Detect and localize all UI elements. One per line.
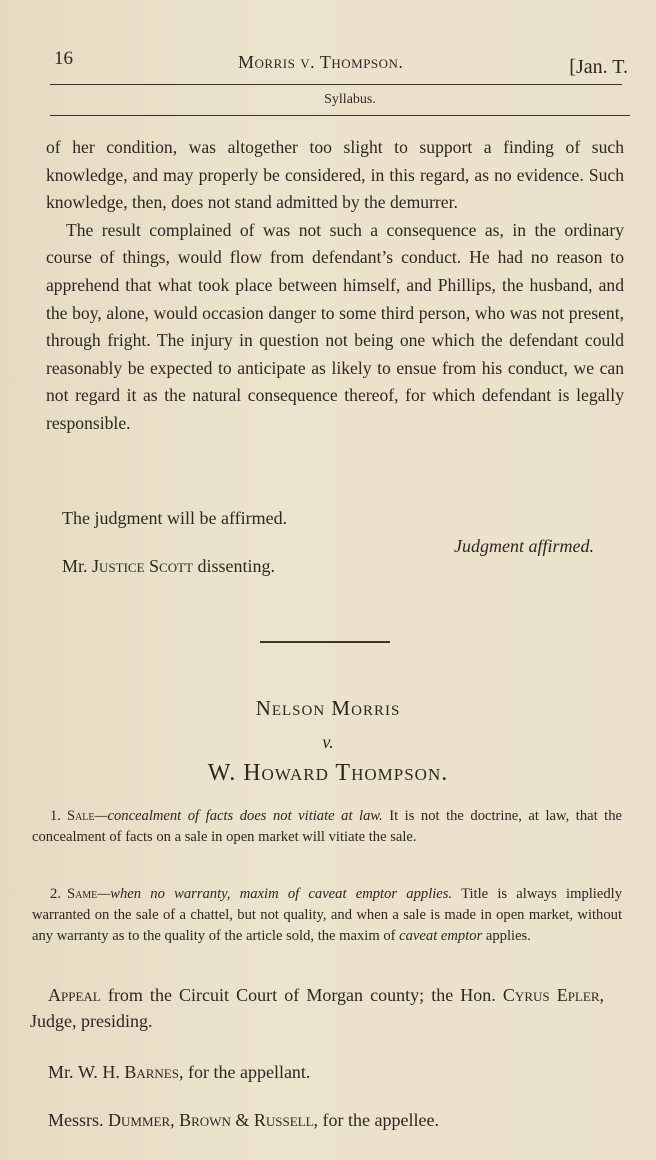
syllabus-text: It is not the doctrine, at law, that the concealment of facts on a sale in open market will vitiate the sale. — [32, 808, 622, 845]
opinion-paragraph: of her condition, was altogether too slight to support a finding of such knowledge, and may properly be considered, in this regard, as no evidence. Such knowledge, then, does not stand admitted by the demurrer. — [46, 137, 624, 213]
syllabus-text: applies. — [482, 928, 531, 944]
page-number: 16 — [54, 48, 73, 69]
counsel-appellee — [48, 1110, 439, 1131]
syllabus-number: 2. — [50, 886, 61, 902]
term-label: [Jan. T. — [569, 56, 628, 78]
appeal-statement — [30, 982, 604, 1034]
appeal-judge: Cyrus Epler — [502, 985, 600, 1005]
header-rule — [50, 84, 622, 85]
appeal-text: , Judge, presiding. — [30, 985, 604, 1031]
syllabus-heading: Sale — [66, 808, 95, 824]
syllabus-point — [32, 806, 622, 848]
counsel-name: Dummer, Brown & Russell — [108, 1110, 314, 1130]
judgment-affirmed: Judgment affirmed. — [454, 536, 594, 556]
counsel-role: , for the appellee. — [313, 1110, 439, 1130]
opinion-text — [46, 134, 624, 438]
syllabus-heading: Same — [66, 886, 98, 902]
syllabus-topic: —when no warranty, maxim of caveat emptor applies. — [97, 886, 453, 902]
appeal-lead: Appeal — [48, 985, 101, 1005]
running-title: Morris v. Thompson. — [238, 52, 404, 72]
section-label: Syllabus. — [324, 92, 376, 107]
case-versus: v. — [322, 732, 334, 752]
dissent-note — [62, 556, 275, 577]
counsel-appellant — [48, 1062, 310, 1083]
counsel-role: , for the appellant. — [178, 1062, 311, 1082]
closing-statement: The judgment will be affirmed. — [62, 508, 288, 528]
case-plaintiff: Nelson Morris — [255, 696, 401, 720]
page-header — [50, 44, 630, 84]
dissent-justice: Justice Scott — [92, 556, 193, 576]
syllabus-point — [32, 884, 622, 947]
syllabus-maxim: caveat emptor — [399, 928, 483, 944]
case-defendant: W. Howard Thompson. — [207, 760, 449, 786]
counsel-prefix: Mr. — [48, 1062, 79, 1082]
opinion-paragraph: The result complained of was not such a consequence as, in the ordinary course of things, would flow from defendant’s conduct. He had no reason to apprehend that what took place between himself, and Phillips, the husband, and the boy, alone, would occasion danger to some third person, who was not present, through fright. The injury in question not being one which the defendant could reasonably be expected to anticipate as likely to ensue from his conduct, we can not regard it as the natural consequence thereof, for which defendant is legally responsible. — [46, 219, 624, 433]
syllabus-number: 1. — [50, 808, 61, 824]
appeal-text: from the Circuit Court of Morgan county; the Hon. — [100, 985, 503, 1005]
dissent-suffix: dissenting. — [192, 556, 275, 576]
case-divider — [260, 641, 390, 643]
counsel-name: W. H. Barnes — [78, 1062, 179, 1082]
dissent-prefix: Mr. — [62, 556, 93, 576]
syllabus-topic: —concealment of facts does not vitiate at law. — [94, 808, 383, 824]
section-rule — [50, 115, 630, 116]
counsel-prefix: Messrs. — [48, 1110, 109, 1130]
syllabus-text: Title is always impliedly warranted on the sale of a chattel, but not quality, and when a sale is made in open market, without any warranty as to the quality of the article sold, the maxim of — [32, 886, 622, 944]
